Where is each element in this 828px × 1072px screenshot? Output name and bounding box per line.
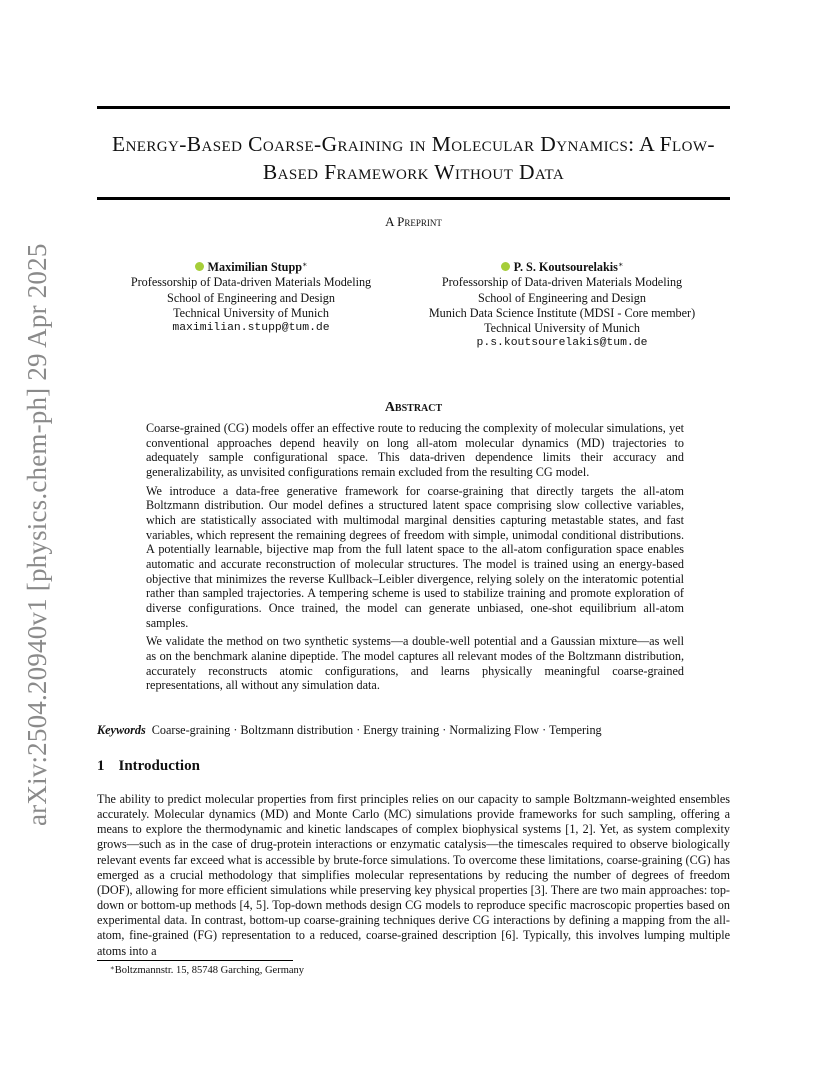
abstract-body (146, 421, 684, 697)
abstract-heading: Abstract (384, 400, 443, 415)
keywords-line (97, 723, 730, 738)
footnote-marker: ∗ (110, 964, 115, 972)
affiliation-marker: ∗ (617, 260, 624, 269)
author-name: Maximilian Stupp (207, 260, 303, 274)
keywords-label: Keywords (97, 723, 146, 737)
footnote (110, 964, 304, 976)
arxiv-identifier-stamp: arXiv:2504.20940v1 [physics.chem-ph] 29 Apr 2025 (22, 243, 52, 826)
affiliation-marker: ∗ (302, 260, 308, 269)
intro-paragraph: The ability to predict molecular properties from first principles relies on our capacity to sample Boltzmann-weighted ensembles accurately. Molecular dynamics (MD) and Monte Carlo (MC) simulations provide frameworks for such sampling, offering a means to explore the thermodynamic and kinetic landscapes of complex biophysical systems [1, 2]. Yet, as system complexity grows—such as in the case of drug-protein interactions or enzymatic catalysis—the timescales required to observe biologically relevant events far exceed what is accessible by brute-force simulations. To overcome these limitations, coarse-graining (CG) has emerged as a crucial methodology that simplifies molecular representations by reducing the number of degrees of freedom (DOF), allowing for more efficient simulations while preserving key physical properties [3]. There are two main approaches: top-down or bottom-up methods [4, 5]. Top-down methods design CG models to reproduce specific macroscopic properties based on experimental data. In contrast, bottom-up coarse-graining techniques derive CG interactions by defining a mapping from the all-atom, fine-grained (FG) representation to a reduced, coarse-grained description [6]. Typically, this involves lumping multiple atoms into a (97, 792, 730, 958)
author-block-stupp (110, 257, 392, 336)
affiliation-line: Munich Data Science Institute (MDSI - Core member) (428, 305, 696, 320)
affiliation-line: Technical University of Munich (484, 321, 640, 336)
section-title: Introduction (118, 758, 200, 774)
paper-title: Energy-Based Coarse-Graining in Molecular Dynamics: A Flow-Based Framework Without Data (112, 132, 715, 184)
section-heading-introduction (97, 758, 200, 775)
abstract-paragraph: We introduce a data-free generative framework for coarse-graining that directly targets the all-atom Boltzmann distribution. Our model defines a structured latent space comprising slow collective variables, which are statistically associated with multimodal marginal densities capturing metastable states, and fast variables, which represent the remaining degrees of freedom with simple, unimodal conditional distributions. A potentially learnable, bijective map from the full latent space to the all-atom configuration space enables automatic and accurate reconstruction of molecular structures. The model is trained using an energy-based objective that minimizes the reverse Kullback–Leibler divergence, relying solely on the interatomic potential rather than sampled trajectories. A tempering scheme is used to stabilize training and promote exploration of diverse configurations. Once trained, the model can generate unbiased, one-shot equilibrium all-atom samples. (146, 483, 684, 630)
footnote-text: Boltzmannstr. 15, 85748 Garching, Germany (114, 965, 305, 976)
title-top-rule (97, 106, 730, 109)
orcid-icon[interactable] (195, 262, 204, 271)
affiliation-line: Professorship of Data-driven Materials Modeling (441, 275, 683, 290)
affiliation-line: Professorship of Data-driven Materials Modeling (130, 275, 372, 290)
author-email[interactable]: p.s.koutsourelakis@tum.de (476, 337, 648, 350)
title-bottom-rule (97, 197, 730, 200)
abstract-paragraph: We validate the method on two synthetic systems—a double-well potential and a Gaussian mixture—as well as on the benchmark alanine dipeptide. The model captures all relevant modes of the Boltzmann distribution, accurately reconstructs atomic configurations, and learns physically meaningful coarse-grained representations, all without any simulation data. (146, 634, 684, 693)
affiliation-line: School of Engineering and Design (167, 290, 335, 305)
orcid-icon[interactable] (501, 262, 510, 271)
keywords-list: Coarse-graining · Boltzmann distribution · Energy training · Normalizing Flow · Tempering (151, 723, 602, 737)
author-block-koutsourelakis (405, 257, 719, 352)
footnote-rule (97, 960, 293, 961)
preprint-label: A Preprint (385, 214, 442, 229)
author-name: P. S. Koutsourelakis (513, 260, 618, 274)
section-number: 1 (97, 758, 105, 774)
affiliation-line: Technical University of Munich (173, 305, 329, 320)
abstract-paragraph: Coarse-grained (CG) models offer an effective route to reducing the complexity of molecular simulations, yet conventional approaches depend heavily on long all-atom molecular dynamics (MD) trajectories to adequately sample configurational space. This data-driven dependence limits their accuracy and generalizability, as unvisited configurations remain excluded from the resulting CG model. (146, 421, 684, 479)
author-email[interactable]: maximilian.stupp@tum.de (172, 322, 330, 335)
affiliation-line: School of Engineering and Design (478, 290, 646, 305)
